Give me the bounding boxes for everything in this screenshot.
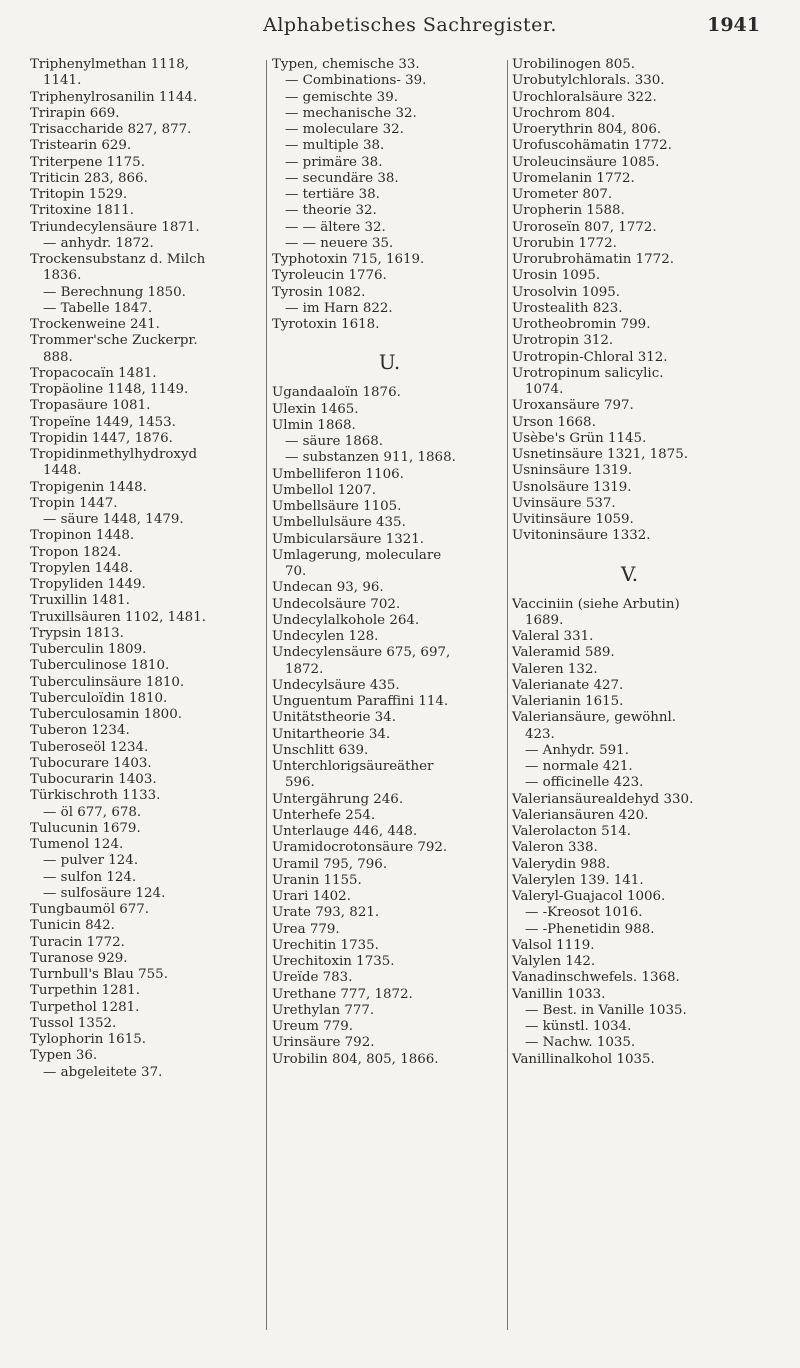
index-entry: Trockenweine 241.: [30, 317, 160, 332]
index-entry: Umbellsäure 1105.: [272, 499, 402, 514]
index-entry: — Anhydr. 591.: [525, 742, 629, 758]
index-entry: — -Kreosot 1016.: [525, 905, 643, 921]
index-entry: Tylophorin 1615.: [30, 1032, 146, 1047]
index-entry: Valeral 331.: [512, 629, 594, 644]
index-entry: Umbelliferon 1106.: [272, 466, 404, 482]
index-entry: Uromelanin 1772.: [512, 170, 635, 186]
index-entry: Valylen 142.: [512, 954, 596, 969]
index-entry: — substanzen 911, 1868.: [285, 450, 456, 466]
index-entry: Valerianin 1615.: [512, 694, 624, 709]
index-entry: Unschlitt 639.: [272, 742, 369, 758]
index-entry: Valeramid 589.: [512, 645, 615, 661]
index-entry: — mechanische 32.: [285, 105, 417, 121]
index-entry: Unterhefe 254.: [272, 807, 376, 823]
index-entry: — künstl. 1034.: [525, 1019, 632, 1034]
index-entry: Tyrotoxin 1618.: [272, 317, 380, 332]
index-entry: Tropinon 1448.: [30, 528, 135, 544]
index-entry: Untergährung 246.: [272, 791, 404, 807]
index-entry: Urethylan 777.: [272, 1002, 375, 1018]
page-header: [60, 14, 760, 42]
index-entry: Uvinsäure 537.: [512, 495, 616, 511]
index-entry: Tuberon 1234.: [30, 723, 130, 739]
index-entry: Vanadinschwefels. 1368.: [512, 970, 680, 986]
index-entry: Urochrom 804.: [512, 105, 616, 121]
index-entry: Usninsäure 1319.: [512, 463, 633, 479]
index-entry: Unitartheorie 34.: [272, 726, 391, 742]
index-entry: Valeriansäure, gewöhnl.: [512, 710, 677, 726]
index-entry: Uroleucinsäure 1085.: [512, 154, 660, 170]
index-entry: Valeriansäuren 420.: [512, 807, 649, 823]
index-entry: Unguentum Paraffini 114.: [272, 694, 449, 709]
index-entry: Triphenylrosanilin 1144.: [30, 89, 198, 105]
index-entry: Urochloralsäure 322.: [512, 89, 657, 105]
index-entry: Tungbaumöl 677.: [30, 902, 150, 917]
index-entry: Undecylensäure 675, 697,: [272, 645, 451, 661]
index-entry: — — neuere 35.: [285, 235, 394, 251]
index-entry: Vanillin 1033.: [512, 986, 606, 1002]
index-entry: — gemischte 39.: [285, 89, 398, 105]
index-entry: Trirapin 669.: [30, 105, 120, 121]
index-entry: Tristearin 629.: [30, 138, 132, 154]
index-entry: Uvitinsäure 1059.: [512, 512, 634, 527]
index-entry: — sulfosäure 124.: [43, 885, 166, 901]
index-entry: 1689.: [525, 612, 564, 628]
index-entry: Triterpene 1175.: [30, 154, 145, 170]
index-entry: Uranin 1155.: [272, 872, 362, 888]
index-entry: Tumenol 124.: [30, 837, 124, 852]
index-entry: Urechitin 1735.: [272, 937, 379, 953]
index-entry: Turacin 1772.: [30, 934, 125, 950]
index-entry: — Tabelle 1847.: [43, 300, 153, 316]
index-entry: Valeren 132.: [512, 661, 598, 677]
index-entry: Trommer'sche Zuckerpr.: [30, 333, 198, 349]
index-entry: Tussol 1352.: [30, 1015, 117, 1031]
index-entry: Urorubrohämatin 1772.: [512, 252, 674, 267]
index-entry: — moleculare 32.: [285, 122, 404, 137]
index-entry: Türkischroth 1133.: [30, 788, 161, 804]
index-entry: 70.: [285, 564, 307, 579]
index-entry: — pulver 124.: [43, 853, 139, 869]
index-entry: Urofuscohämatin 1772.: [512, 138, 672, 154]
index-entry: Turpethin 1281.: [30, 983, 140, 999]
index-entry: Usnolsäure 1319.: [512, 479, 632, 495]
index-entry: Tropon 1824.: [30, 544, 122, 560]
index-entry: Ulexin 1465.: [272, 401, 359, 417]
index-entry: Ureïde 783.: [272, 970, 353, 986]
index-entry: Urotropin 312.: [512, 333, 614, 349]
index-entry: Turpethol 1281.: [30, 999, 140, 1015]
index-column-3: [512, 57, 747, 1068]
index-entry: Valeryl-Guajacol 1006.: [512, 889, 666, 904]
index-entry: Tropin 1447.: [30, 495, 118, 511]
index-entry: Tyrosin 1082.: [272, 284, 366, 300]
index-entry: Urometer 807.: [512, 187, 613, 202]
index-entry: Tuberculin 1809.: [30, 642, 147, 657]
index-entry: Ureum 779.: [272, 1019, 354, 1034]
index-entry: Urinsäure 792.: [272, 1035, 375, 1051]
index-entry: — officinelle 423.: [525, 775, 644, 791]
index-entry: — primäre 38.: [285, 154, 383, 170]
index-entry: — -Phenetidin 988.: [525, 921, 655, 937]
index-entry: Urate 793, 821.: [272, 905, 380, 921]
column-divider: [507, 60, 508, 1330]
index-entry: Undecylen 128.: [272, 629, 379, 644]
index-entry: Truxillin 1481.: [30, 593, 130, 609]
index-entry: — abgeleitete 37.: [43, 1064, 163, 1080]
index-entry: — anhydr. 1872.: [43, 235, 154, 251]
index-entry: Urorubin 1772.: [512, 235, 617, 251]
index-entry: 1448.: [43, 463, 82, 479]
page-number: 1941: [707, 14, 760, 36]
index-entry: Unitätstheorie 34.: [272, 710, 396, 726]
page-title: Alphabetisches Sachregister.: [263, 14, 557, 36]
index-entry: Uroxansäure 797.: [512, 398, 634, 414]
index-column-2: [272, 57, 507, 1068]
index-entry: Urotropinum salicylic.: [512, 365, 664, 381]
index-entry: Valerydin 988.: [512, 856, 611, 872]
index-entry: — Berechnung 1850.: [43, 284, 186, 300]
index-entry: Umbellulsäure 435.: [272, 515, 406, 531]
index-entry: Umbicularsäure 1321.: [272, 531, 425, 547]
section-heading: V.: [620, 561, 639, 586]
index-entry: Undecan 93, 96.: [272, 580, 384, 596]
index-entry: Tropyliden 1449.: [30, 577, 146, 592]
index-entry: Trypsin 1813.: [30, 625, 124, 641]
index-entry: Tubocurarin 1403.: [30, 772, 157, 787]
index-entry: Valerylen 139. 141.: [512, 872, 644, 888]
index-entry: Tubocurare 1403.: [30, 755, 152, 771]
index-entry: Uroroseïn 807, 1772.: [512, 219, 657, 235]
index-column-1: [30, 57, 265, 1081]
index-entry: — säure 1448, 1479.: [43, 512, 184, 527]
index-entry: 1872.: [285, 661, 324, 677]
index-entry: Turanose 929.: [30, 950, 128, 966]
index-entry: — sulfon 124.: [43, 869, 137, 885]
index-entry: — im Harn 822.: [285, 300, 393, 316]
index-entry: Tunicin 842.: [30, 918, 115, 934]
index-entry: Tuberculoïdin 1810.: [30, 690, 168, 706]
index-entry: 1836.: [43, 268, 82, 284]
index-entry: Unterchlorigsäureäther: [272, 759, 434, 774]
index-entry: — normale 421.: [525, 759, 633, 774]
index-entry: 596.: [285, 775, 315, 791]
index-entry: — säure 1868.: [285, 434, 384, 449]
index-entry: Valeron 338.: [512, 840, 598, 856]
index-entry: Urostealith 823.: [512, 300, 623, 316]
index-entry: Tritopin 1529.: [30, 187, 128, 202]
index-entry: Ugandaaloïn 1876.: [272, 385, 401, 401]
index-entry: Urobilin 804, 805, 1866.: [272, 1051, 439, 1067]
index-entry: Undecylalkohole 264.: [272, 612, 420, 628]
index-entry: Trisaccharide 827, 877.: [30, 122, 192, 137]
index-entry: Valeriansäurealdehyd 330.: [512, 791, 694, 807]
index-entry: — — ältere 32.: [285, 219, 386, 235]
index-entry: — öl 677, 678.: [43, 804, 142, 820]
index-entry: — Combinations- 39.: [285, 73, 427, 89]
index-entry: Usèbe's Grün 1145.: [512, 430, 647, 446]
index-entry: Urotheobromin 799.: [512, 317, 651, 332]
index-entry: Typhotoxin 715, 1619.: [272, 252, 425, 267]
index-entry: Umlagerung, moleculare: [272, 547, 442, 563]
index-entry: Typen, chemische 33.: [272, 57, 420, 72]
index-entry: Uropherin 1588.: [512, 203, 625, 219]
index-entry: Undecylsäure 435.: [272, 677, 400, 693]
index-entry: Urari 1402.: [272, 889, 351, 904]
index-entry: Tropeïne 1449, 1453.: [30, 414, 176, 430]
index-entry: Triphenylmethan 1118,: [30, 57, 190, 72]
index-entry: Uvitoninsäure 1332.: [512, 528, 651, 544]
index-entry: Truxillsäuren 1102, 1481.: [30, 609, 206, 625]
index-entry: Valerianate 427.: [512, 677, 624, 693]
index-entry: — Nachw. 1035.: [525, 1035, 636, 1051]
index-entry: Triundecylensäure 1871.: [30, 219, 200, 235]
index-entry: Uroerythrin 804, 806.: [512, 122, 662, 137]
index-entry: Tuberculosamin 1800.: [30, 707, 182, 722]
index-entry: — Best. in Vanille 1035.: [525, 1002, 687, 1018]
index-entry: Tropidin 1447, 1876.: [30, 430, 173, 446]
index-entry: Vanillinalkohol 1035.: [512, 1051, 655, 1067]
index-entry: Urson 1668.: [512, 414, 596, 430]
index-entry: Uramidocrotonsäure 792.: [272, 840, 448, 856]
index-entry: Urosin 1095.: [512, 268, 601, 284]
index-entry: Turnbull's Blau 755.: [30, 967, 168, 982]
index-entry: Vacciniin (siehe Arbutin): [512, 596, 680, 612]
index-entry: Tuberculinose 1810.: [30, 658, 170, 674]
index-entry: 1141.: [43, 73, 82, 89]
index-entry: Tuberculinsäure 1810.: [30, 674, 185, 690]
index-entry: Urethane 777, 1872.: [272, 986, 413, 1002]
index-entry: Tuberoseöl 1234.: [30, 739, 149, 755]
index-entry: Tyroleucin 1776.: [272, 268, 387, 284]
index-entry: Undecolsäure 702.: [272, 596, 401, 612]
index-entry: — multiple 38.: [285, 138, 385, 154]
column-divider: [266, 60, 267, 1330]
index-entry: Unterlauge 446, 448.: [272, 824, 418, 839]
index-entry: Umbellol 1207.: [272, 482, 376, 498]
index-entry: Tropäoline 1148, 1149.: [30, 382, 189, 397]
index-entry: Triticin 283, 866.: [30, 170, 148, 186]
index-entry: 888.: [43, 349, 73, 365]
index-entry: Urobutylchlorals. 330.: [512, 73, 665, 89]
index-entry: Urea 779.: [272, 921, 340, 937]
index-entry: 423.: [525, 726, 555, 742]
index-entry: — tertiäre 38.: [285, 187, 380, 202]
index-entry: Ulmin 1868.: [272, 417, 356, 433]
index-entry: — theorie 32.: [285, 203, 377, 219]
section-heading: U.: [378, 350, 401, 375]
index-entry: Trockensubstanz d. Milch: [30, 252, 206, 267]
index-entry: Urotropin-Chloral 312.: [512, 349, 668, 365]
index-entry: Tulucunin 1679.: [30, 820, 141, 836]
index-entry: Uramil 795, 796.: [272, 856, 388, 872]
index-entry: — secundäre 38.: [285, 170, 399, 186]
index-entry: Tritoxine 1811.: [30, 203, 135, 219]
index-entry: Tropasäure 1081.: [30, 398, 151, 414]
index-entry: Tropacocaïn 1481.: [30, 365, 157, 381]
index-entry: Valerolacton 514.: [512, 824, 631, 839]
index-entry: Usnetinsäure 1321, 1875.: [512, 447, 688, 462]
index-entry: Tropylen 1448.: [30, 560, 133, 576]
index-entry: Tropidinmethylhydroxyd: [30, 447, 198, 462]
index-entry: Urosolvin 1095.: [512, 284, 621, 300]
index-entry: Urobilinogen 805.: [512, 57, 636, 72]
index-entry: Tropigenin 1448.: [30, 479, 147, 495]
index-entry: Typen 36.: [30, 1048, 98, 1064]
index-entry: Valsol 1119.: [512, 937, 595, 953]
index-entry: Urechitoxin 1735.: [272, 954, 395, 969]
index-entry: 1074.: [525, 382, 564, 397]
